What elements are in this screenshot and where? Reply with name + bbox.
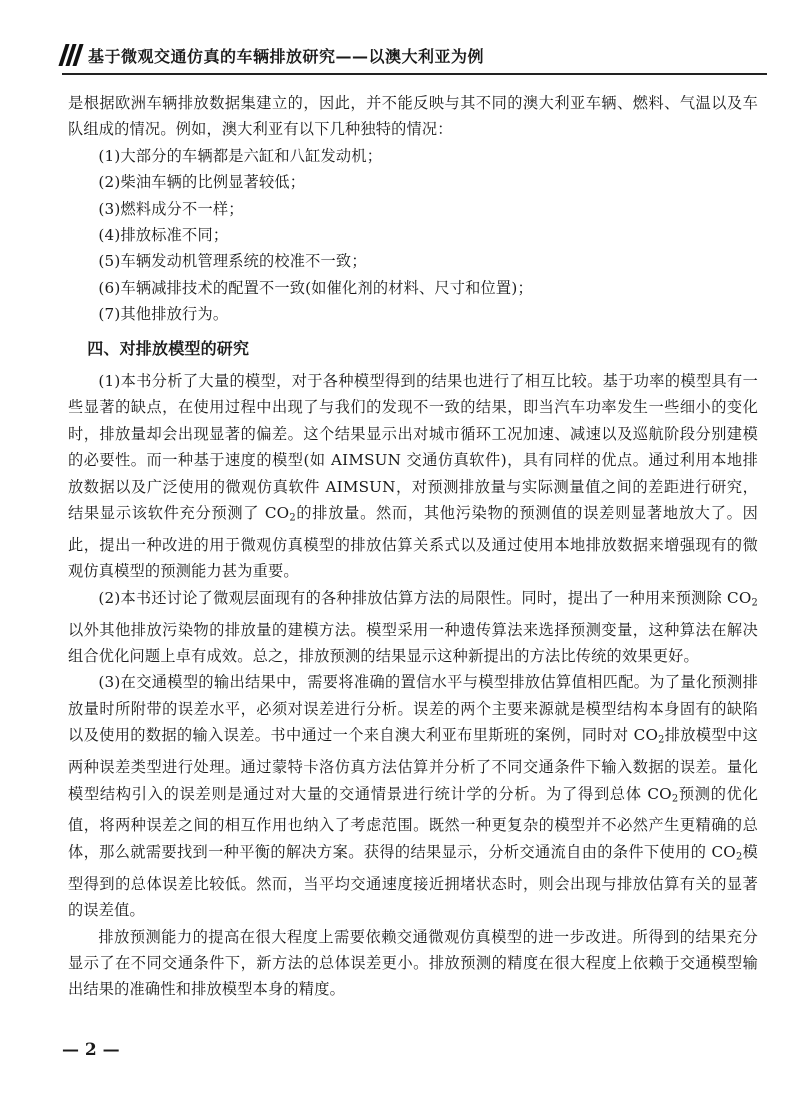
paragraph-3 xyxy=(68,669,758,923)
running-header xyxy=(62,40,762,70)
list-item: (2)柴油车辆的比例显著较低； xyxy=(98,173,306,192)
list-item: (4)排放标准不同； xyxy=(98,226,229,245)
subscript: 2 xyxy=(671,793,679,805)
header-bars-decoration xyxy=(62,44,80,66)
paragraph-3-text: 排放模型中这两种误差类型进行处理。通过蒙特卡洛仿真方法估算并分析了不同交通条件下输入数据的误差。量化模型结构引入的误差则是通过对大量的交通情景进行统计学的分析。为了得到总体 CO xyxy=(68,726,758,803)
list-item: (3)燃料成分不一样； xyxy=(98,199,244,218)
paragraph-3-text: (3)在交通模型的输出结果中，需要将准确的置信水平与模型排放估算值相匹配。为了量化预测排放量时所附带的误差水平，必须对误差进行分析。误差的两个主要来源就是模型结构本身固有的缺陷以及使用的数据的输入误差。书中通过一个来自澳大利亚布里斯班的案例，同时对 CO xyxy=(68,673,758,745)
closing-paragraph: 排放预测能力的提高在很大程度上需要依赖交通微观仿真模型的进一步改进。所得到的结果充分显示了在不同交通条件下，新方法的总体误差更小。排放预测的精度在很大程度上依赖于交通模型输出结果的准确性和排放模型本身的精度。 xyxy=(68,927,758,999)
section-heading: 四、对排放模型的研究 xyxy=(87,338,250,358)
paragraph-2-text: (2)本书还讨论了微观层面现有的各种排放估算方法的局限性。同时，提出了一种用来预测除 CO xyxy=(98,588,752,607)
running-title: 基于微观交通仿真的车辆排放研究——以澳大利亚为例 xyxy=(88,46,485,66)
paragraph-3-text: 预测的优化值，将两种误差之间的相互作用也纳入了考虑范围。既然一种更复杂的模型并不必然产生更精确的总体，那么就需要找到一种平衡的解决方案。获得的结果显示，分析交通流自由的条件下使用的 CO xyxy=(68,784,759,861)
subscript: 2 xyxy=(289,512,296,524)
paragraph-2 xyxy=(68,585,758,670)
body-text xyxy=(68,90,758,1003)
header-rule xyxy=(62,73,767,75)
list-item: (7)其他排放行为。 xyxy=(98,305,229,324)
list-item: (1)大部分的车辆都是六缸和八缸发动机； xyxy=(98,146,383,165)
paragraph-3-text: 模型得到的总体误差比较低。然而，当平均交通速度接近拥堵状态时，则会出现与排放估算有关的显著的误差值。 xyxy=(68,842,759,920)
intro-paragraph: 是根据欧洲车辆排放数据集建立的，因此，并不能反映与其不同的澳大利亚车辆、燃料、气温以及车队组成的情况。例如，澳大利亚有以下几种独特的情况： xyxy=(68,94,758,139)
list-item: (5)车辆发动机管理系统的校准不一致； xyxy=(98,252,367,271)
paragraph-2-text: 以外其他排放污染物的排放量的建模方法。模型采用一种遗传算法来选择预测变量，这种算法在解决组合优化问题上卓有成效。总之，排放预测的结果显示这种新提出的方法比传统的效果更好。 xyxy=(68,620,758,666)
subscript: 2 xyxy=(751,597,758,609)
paragraph-1 xyxy=(68,368,758,585)
paragraph-1-text: 的排放量。然而，其他污染物的预测值的误差则显著地放大了。因此，提出一种改进的用于微观仿真模型的排放估算关系式以及通过使用本地排放数据来增强现有的微观仿真模型的预测能力甚为重要。 xyxy=(68,504,758,581)
subscript: 2 xyxy=(735,851,743,863)
paragraph-1-text: (1)本书分析了大量的模型，对于各种模型得到的结果也进行了相互比较。基于功率的模型具有一些显著的缺点，在使用过程中出现了与我们的发现不一致的结果，即当汽车功率发生一些细小的变化时，排放量却会出现显著的偏差。这个结果显示出对城市循环工况加速、减速以及巡航阶段分别建模的必要性。而一种基于速度的模型(如 AIMSUN 交通仿真软件)，具有同样的优点。通过利用本地排放数据以及广泛使用的微观仿真软件 AIMSUN，对预测排放量与实际测量值之间的差距进行研究，结果显示该软件充分预测了 CO xyxy=(68,372,758,523)
page-number: — 2 — xyxy=(62,1040,120,1060)
list-item: (6)车辆减排技术的配置不一致(如催化剂的材料、尺寸和位置)； xyxy=(98,278,533,297)
subscript: 2 xyxy=(658,734,665,746)
